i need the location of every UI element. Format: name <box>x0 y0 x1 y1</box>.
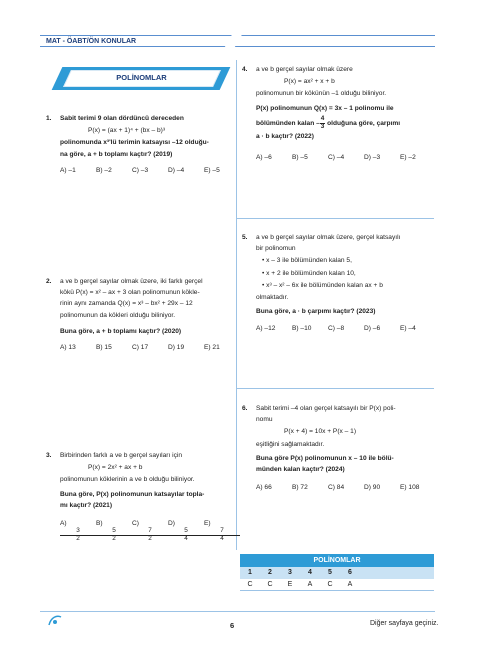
question-number: 3. <box>46 452 52 459</box>
option-d[interactable]: D) –6 <box>364 324 381 332</box>
question-2 <box>46 278 240 352</box>
question-ask: a · b kaçtır? (2022) <box>256 133 314 141</box>
question-number: 1. <box>46 115 52 122</box>
section-title: POLİNOMLAR <box>116 73 167 82</box>
question-ask: bölümünden kalan – $\frac{4}{3}$ olduğuna göre, çarpımı <box>256 114 401 130</box>
option-c[interactable]: C) –4 <box>328 153 345 161</box>
answer-key-table <box>240 554 434 591</box>
question-text: polinomunun bir kökünün –1 olduğu biliniyor. <box>256 90 387 98</box>
question-text: kökü P(x) = x² – ax + 3 olan polinomunun kökle- <box>60 289 200 297</box>
answer-options <box>60 344 240 352</box>
question-number: 2. <box>46 278 52 285</box>
question-text: Sabit terimi 9 olan dördüncü dereceden <box>60 115 184 122</box>
question-text: Birbirinden farklı a ve b gerçel sayıları için <box>60 452 183 459</box>
question-text: na göre, a + b toplamı kaçtır? (2019) <box>60 150 173 158</box>
question-ask: münden kalan kaçtır? (2024) <box>256 466 345 474</box>
header-title: MAT - ÖABT/ÖN KONULAR <box>46 38 137 45</box>
answer-key-answer: A <box>307 581 313 588</box>
bullet-item: • x³ – x² – 6x ile bölümünden kalan ax + b <box>262 281 383 289</box>
answer-key-number: 2 <box>268 569 272 576</box>
option-c[interactable]: C) –8 <box>328 324 345 332</box>
answer-options <box>60 167 240 175</box>
bullet-item: • x – 3 ile bölümünden kalan 5, <box>262 257 352 265</box>
answer-options <box>256 325 436 333</box>
question-formula: P(x + 4) = 10x + P(x – 1) <box>284 428 357 436</box>
option-b[interactable]: B) –10 <box>292 324 312 332</box>
option-b[interactable]: B) 72 <box>292 484 308 492</box>
question-4 <box>242 66 436 162</box>
question-1 <box>46 115 240 175</box>
answer-key-answers <box>240 579 434 591</box>
question-6 <box>242 405 436 493</box>
question-text: polinomunun da kökleri olduğu biliniyor. <box>60 311 176 319</box>
option-a[interactable]: A) –12 <box>256 324 276 332</box>
answer-key-answer: C <box>267 581 273 588</box>
question-text: a ve b gerçel sayılar olmak üzere <box>256 66 353 73</box>
answer-options <box>256 484 436 492</box>
question-3 <box>46 452 240 543</box>
question-ask: Buna göre, a + b toplamı kaçtır? (2020) <box>60 327 182 335</box>
answer-key-number: 3 <box>288 569 292 576</box>
option-c[interactable]: C) $\frac{7}{2}$ <box>132 520 168 543</box>
answer-key-number: 4 <box>308 569 312 576</box>
question-text: a ve b gerçel sayılar olmak üzere, gerçel katsayılı <box>256 234 401 241</box>
question-ask: mı kaçtır? (2021) <box>60 501 113 509</box>
option-b[interactable]: B) 15 <box>96 344 112 352</box>
question-ask: Buna göre P(x) polinomunun x – 10 ile bölü- <box>256 454 394 462</box>
answer-key-numbers <box>240 567 434 579</box>
question-5 <box>242 234 436 333</box>
question-formula: P(x) = ax² + x + b <box>284 78 335 86</box>
option-e[interactable]: E) –4 <box>400 324 416 332</box>
answer-key-answer: E <box>287 581 293 588</box>
answer-key-title: POLİNOMLAR <box>240 554 434 567</box>
option-d[interactable]: D) $\frac{5}{4}$ <box>168 520 204 543</box>
option-b[interactable]: B) –2 <box>96 166 112 174</box>
option-c[interactable]: C) 17 <box>132 344 149 352</box>
option-c[interactable]: C) 84 <box>328 484 345 492</box>
question-separator <box>236 388 434 389</box>
question-number: 5. <box>242 234 248 241</box>
option-e[interactable]: E) $\frac{7}{4}$ <box>204 520 240 543</box>
question-number: 6. <box>242 405 248 412</box>
option-c[interactable]: C) –3 <box>132 166 149 174</box>
option-d[interactable]: D) –4 <box>168 166 185 174</box>
question-text: nomu <box>256 416 273 424</box>
answer-key-number: 1 <box>248 569 252 576</box>
option-a[interactable]: A) $\frac{3}{2}$ <box>60 520 96 543</box>
question-text: rinin aynı zamanda Q(x) = x³ – bx² + 29x – 12 <box>60 300 193 308</box>
option-a[interactable]: A) –6 <box>256 153 272 161</box>
option-d[interactable]: D) 90 <box>364 484 381 492</box>
option-a[interactable]: A) 66 <box>256 484 272 492</box>
next-page-note: Diğer sayfaya geçiniz. <box>370 620 439 627</box>
option-b[interactable]: B) –5 <box>292 153 308 161</box>
question-ask: P(x) polinomunun Q(x) = 3x – 1 polinomu ile <box>256 104 394 112</box>
option-e[interactable]: E) –5 <box>204 166 220 174</box>
question-text: a ve b gerçel sayılar olmak üzere, iki farklı gerçel <box>60 278 203 285</box>
bullet-item: • x + 2 ile bölümünden kalan 10, <box>262 269 356 277</box>
answer-key-answer: A <box>347 581 353 588</box>
question-separator <box>236 218 434 219</box>
question-text: eşitliğini sağlamaktadır. <box>256 440 325 448</box>
option-a[interactable]: A) 13 <box>60 344 76 352</box>
question-text: polinomunda x³'lü terimin katsayısı –12 olduğu- <box>60 139 209 147</box>
answer-key-answer: C <box>327 581 333 588</box>
page-number: 6 <box>230 621 235 630</box>
option-d[interactable]: D) 19 <box>168 344 185 352</box>
question-ask: Buna göre, a · b çarpımı kaçtır? (2023) <box>256 308 376 316</box>
question-ask: Buna göre, P(x) polinomunun katsayılar topla- <box>60 490 205 498</box>
section-banner <box>55 67 228 90</box>
question-text: bir polinomun <box>256 245 296 253</box>
publisher-logo-icon <box>46 613 64 629</box>
question-formula: P(x) = (ax + 1)⁴ + (bx – b)³ <box>88 127 166 135</box>
option-e[interactable]: E) –2 <box>400 153 416 161</box>
option-e[interactable]: E) 108 <box>400 484 420 492</box>
question-text: Sabit terimi –4 olan gerçel katsayılı bir P(x) poli- <box>256 405 396 412</box>
header-bar <box>40 35 435 47</box>
footer-line <box>40 611 435 612</box>
question-formula: P(x) = 2x² + ax + b <box>88 464 143 472</box>
question-text: polinomunun köklerinin a ve b olduğu biliniyor. <box>60 476 195 484</box>
option-a[interactable]: A) –1 <box>60 166 76 174</box>
answer-options <box>256 154 436 162</box>
option-d[interactable]: D) –3 <box>364 153 381 161</box>
answer-options <box>60 520 240 543</box>
answer-key-number: 6 <box>348 569 352 576</box>
question-text: olmaktadır. <box>256 294 289 302</box>
option-b[interactable]: B) $\frac{5}{2}$ <box>96 520 132 543</box>
answer-key-answer: C <box>247 581 253 588</box>
option-e[interactable]: E) 21 <box>204 344 220 352</box>
question-number: 4. <box>242 66 248 73</box>
answer-key-number: 5 <box>328 569 332 576</box>
